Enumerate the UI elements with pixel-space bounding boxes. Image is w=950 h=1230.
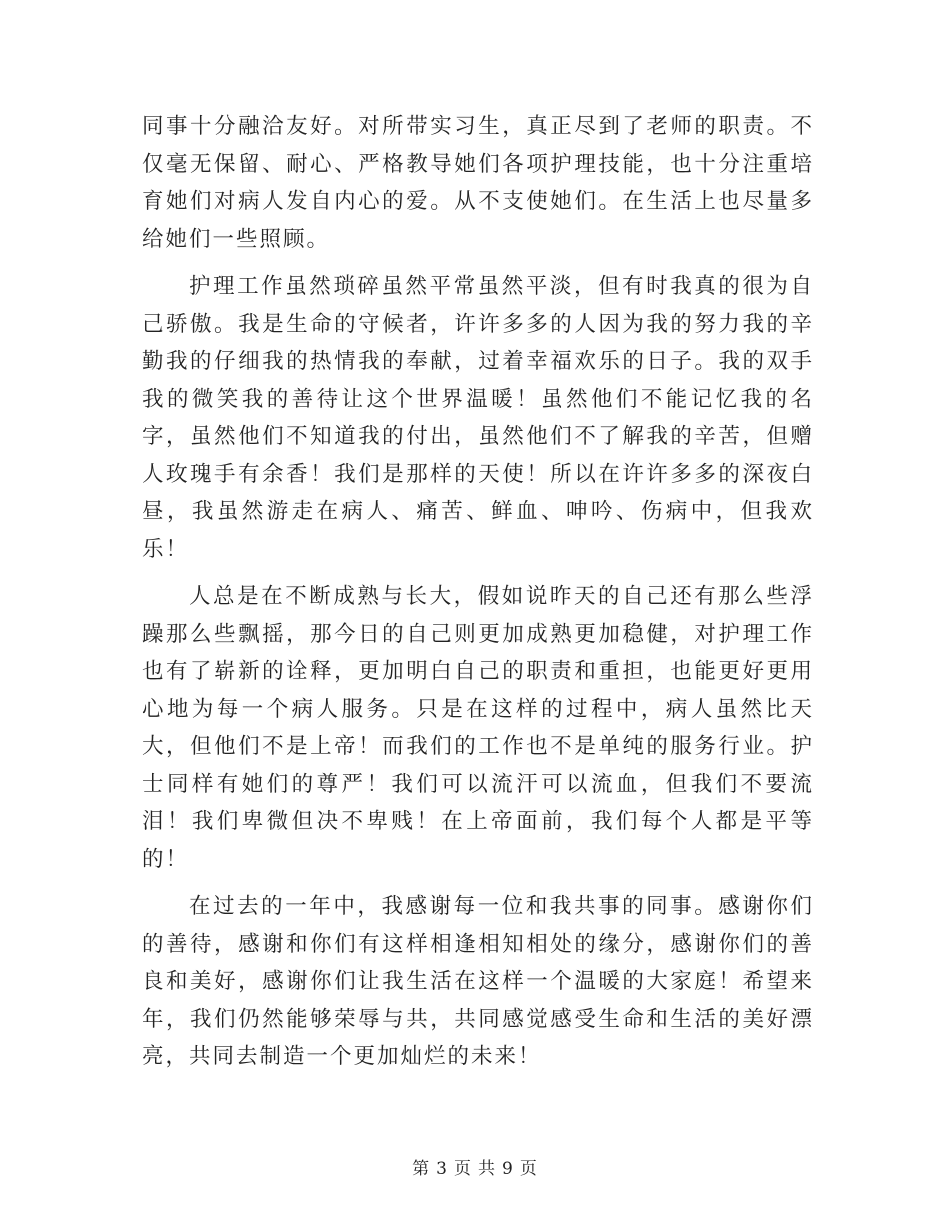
document-body [142,108,814,1086]
footer-total-pages: 9 [502,1159,514,1179]
footer-current-page: 3 [436,1159,448,1179]
page-footer [0,1154,950,1179]
paragraph-3: 人总是在不断成熟与长大，假如说昨天的自己还有那么些浮躁那么些飘摇，那今日的自己则更加成熟更加稳健，对护理工作也有了崭新的诠释，更加明白自己的职责和重担，也能更好更用心地为每一个病人服务。只是在这样的过程中，病人虽然比天大，但他们不是上帝！而我们的工作也不是单纯的服务行业。护士同样有她们的尊严！我们可以流汗可以流血，但我们不要流泪！我们卑微但决不卑贱！在上帝面前，我们每个人都是平等的！ [142,584,814,872]
footer-prefix: 第 [412,1159,431,1179]
footer-suffix: 页 [519,1159,538,1179]
paragraph-4: 在过去的一年中，我感谢每一位和我共事的同事。感谢你们的善待，感谢和你们有这样相逢相知相处的缘分，感谢你们的善良和美好，感谢你们让我生活在这样一个温暖的大家庭！希望来年，我们仍然能够荣辱与共，共同感觉感受生命和生活的美好漂亮，共同去制造一个更加灿烂的未来！ [142,894,814,1069]
footer-total-word: 共 [478,1159,496,1179]
footer-page-word: 页 [454,1159,472,1179]
paragraph-1: 同事十分融洽友好。对所带实习生，真正尽到了老师的职责。不仅毫无保留、耐心、严格教导她们各项护理技能，也十分注重培育她们对病人发自内心的爱。从不支使她们。在生活上也尽量多给她们一些照顾。 [142,114,814,252]
paragraph-2: 护理工作虽然琐碎虽然平常虽然平淡，但有时我真的很为自己骄傲。我是生命的守候者，许许多多的人因为我的努力我的辛勤我的仔细我的热情我的奉献，过着幸福欢乐的日子。我的双手我的微笑我的善待让这个世界温暖！虽然他们不能记忆我的名字，虽然他们不知道我的付出，虽然他们不了解我的辛苦，但赠人玫瑰手有余香！我们是那样的天使！所以在许许多多的深夜白昼，我虽然游走在病人、痛苦、鲜血、呻吟、伤病中，但我欢乐！ [142,274,814,562]
